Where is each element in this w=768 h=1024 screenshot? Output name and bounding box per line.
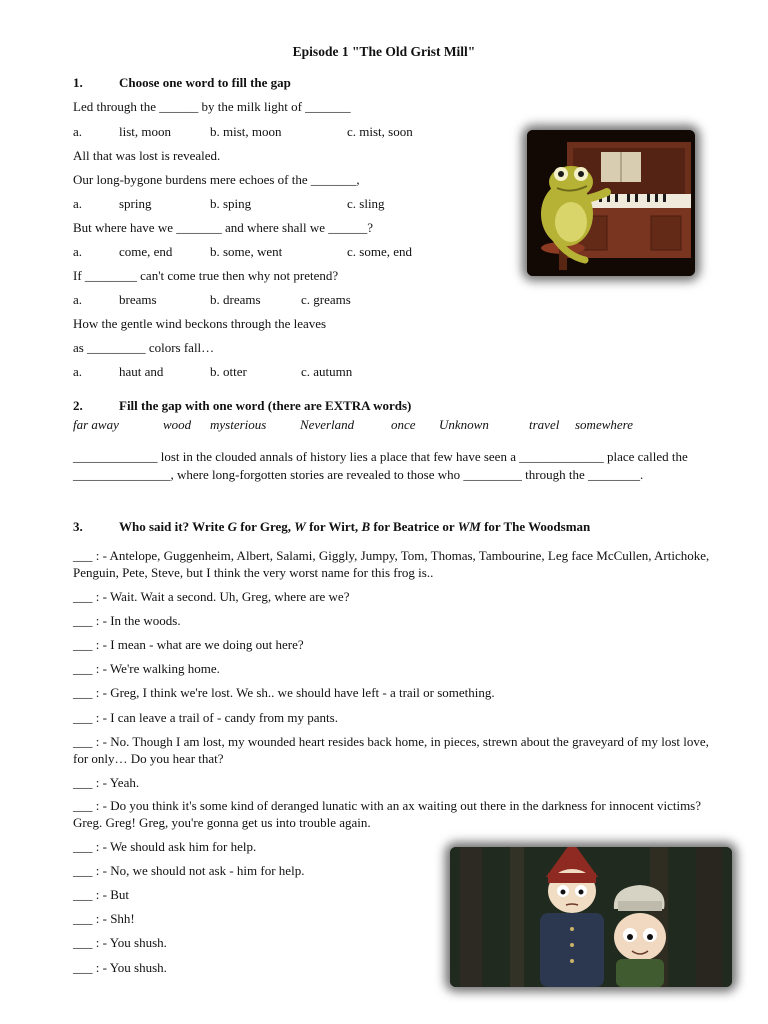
worksheet-page: Episode 1 "The Old Grist Mill" 1. Choose one word to fill the gap Led through the ______ by the milk light of _______ a. list, moon b. mist, moon c. mist, soon All that was lost is revealed. Our long-bygone burdens mere echoes of the _______, a. spring b. sping c. sling But where have we _______ and where shall we ______? a. come, end b. some, went c. some, end If ________ can't come true then why not pretend? a. breams b. dreams c. greams How the gentle wind beckons through the leaves as _________ colors fall… a. haut and b. otter c. autumn 2. Fill the gap with one word (there are EXTRA words) far away wood mysterious Neverland once Unknown travel somewhere _____________ lost in the clouded annals of history lies a place that few have seen a _____________ place called the _______________, where long-forgotten stories are revealed to those who _________ through the ________. 3. Who said it? Write G for Greg, W for Wirt, B for Beatrice or WM for The Woodsman ___ : - Antelope, Guggenheim, Albert, Salami, Giggly, Jumpy, Tom, Thomas, Tambourine, Leg face McCullen, Artichoke, Penguin, Pete, Steve, but I think the very worst name for this frog is.. ___ : - Wait. Wait a second. Uh, Greg, where are we? ___ : - In the woods. ___ : - I mean - what are we doing out here? ___ : - We're walking home. ___ : - Greg, I think we're lost. We sh.. we should have left - a trail or something. ___ : - I can leave a trail of - candy from my pants. ___ : - No. Though I am lost, my wounded heart resides back home, in pieces, strewn about the graveyard of my lost love, for only… Do you hear that? ___ : - Yeah. ___ : - Do you think it's some kind of deranged lunatic with an ax waiting out there in the darkness for innocent victims? Greg. Greg! Greg, you're gonna get us into trouble again. ___ : - We should ask him for help. ___ : - No, we should not ask - him for help. ___ : - But ___ : - Shh! ___ : - You shush. ___ : - You shush. (0, 0, 768, 1024)
quote-line: ___ : - You shush. (73, 935, 167, 950)
gap-line-1: Led through the ______ by the milk light of _______ (73, 99, 351, 114)
quote-line: ___ : - We're walking home. (73, 661, 220, 676)
word-bank-item: travel (529, 417, 560, 432)
word-bank-item: somewhere (575, 417, 634, 432)
word-bank-item: Neverland (300, 417, 355, 432)
quote-line: ___ : - But (73, 887, 129, 902)
quote-line: ___ : - Greg, I think we're lost. We sh.. we should have left - a trail or something. (73, 685, 495, 700)
gap-line-7: as _________ colors fall… (73, 340, 215, 355)
word-bank-item: far away (73, 417, 119, 432)
quote-line: ___ : - In the woods. (73, 613, 181, 628)
section-2-heading: 2. Fill the gap with one word (there are EXTRA words) (73, 398, 412, 413)
frog-piano-illustration (527, 130, 695, 276)
quote-line: ___ : - Yeah. (73, 775, 140, 790)
quote-line: ___ : - No. Though I am lost, my wounded heart resides back home, in pieces, strewn about the graveyard of my lost love, for only… Do you hear that? (73, 734, 709, 766)
word-bank-item: mysterious (210, 417, 267, 432)
quote-line: ___ : - I mean - what are we doing out here? (73, 637, 304, 652)
word-bank-item: wood (163, 417, 192, 432)
section-3-heading: 3. Who said it? Write G for Greg, W for Wirt, B for Beatrice or WM for The Woodsman (73, 519, 591, 534)
gap-line-3: Our long-bygone burdens mere echoes of the _______, (73, 172, 360, 187)
word-bank-item: Unknown (439, 417, 489, 432)
quote-line: ___ : - Wait. Wait a second. Uh, Greg, where are we? (73, 589, 350, 604)
quote-line: ___ : - You shush. (73, 960, 167, 975)
gap-line-5: If ________ can't come true then why not pretend? (73, 268, 339, 283)
quote-line: ___ : - Shh! (73, 911, 135, 926)
gap-line-2: All that was lost is revealed. (73, 148, 221, 163)
gap-line-6: How the gentle wind beckons through the leaves (73, 316, 327, 331)
quote-line: ___ : - I can leave a trail of - candy from my pants. (73, 710, 338, 725)
frog-piano-picture (527, 130, 695, 276)
quote-line: ___ : - No, we should not ask - him for help. (73, 863, 305, 878)
quote-line: ___ : - Do you think it's some kind of deranged lunatic with an ax waiting out there in the darkness for innocent victims? Greg. Greg! Greg, you're gonna get us into trouble again. (73, 798, 702, 830)
wirt-greg-illustration (450, 847, 732, 987)
quote-line: ___ : - We should ask him for help. (73, 839, 257, 854)
gap-line-4: But where have we _______ and where shall we ______? (73, 220, 373, 235)
section-1-heading: 1. Choose one word to fill the gap (73, 75, 291, 90)
word-bank-item: once (391, 417, 416, 432)
quote-line: ___ : - Antelope, Guggenheim, Albert, Salami, Giggly, Jumpy, Tom, Thomas, Tambourine, Leg face McCullen, Artichoke, Penguin, Pete, Steve, but I think the very worst name for this frog is.. (73, 548, 710, 580)
gap-paragraph: _____________ lost in the clouded annals of history lies a place that few have seen a _____________ place called the _______________, where long-forgotten stories are revealed to those who _________ through the ________. (73, 449, 688, 482)
wirt-greg-picture (450, 847, 732, 987)
page-title: Episode 1 "The Old Grist Mill" (292, 44, 476, 59)
